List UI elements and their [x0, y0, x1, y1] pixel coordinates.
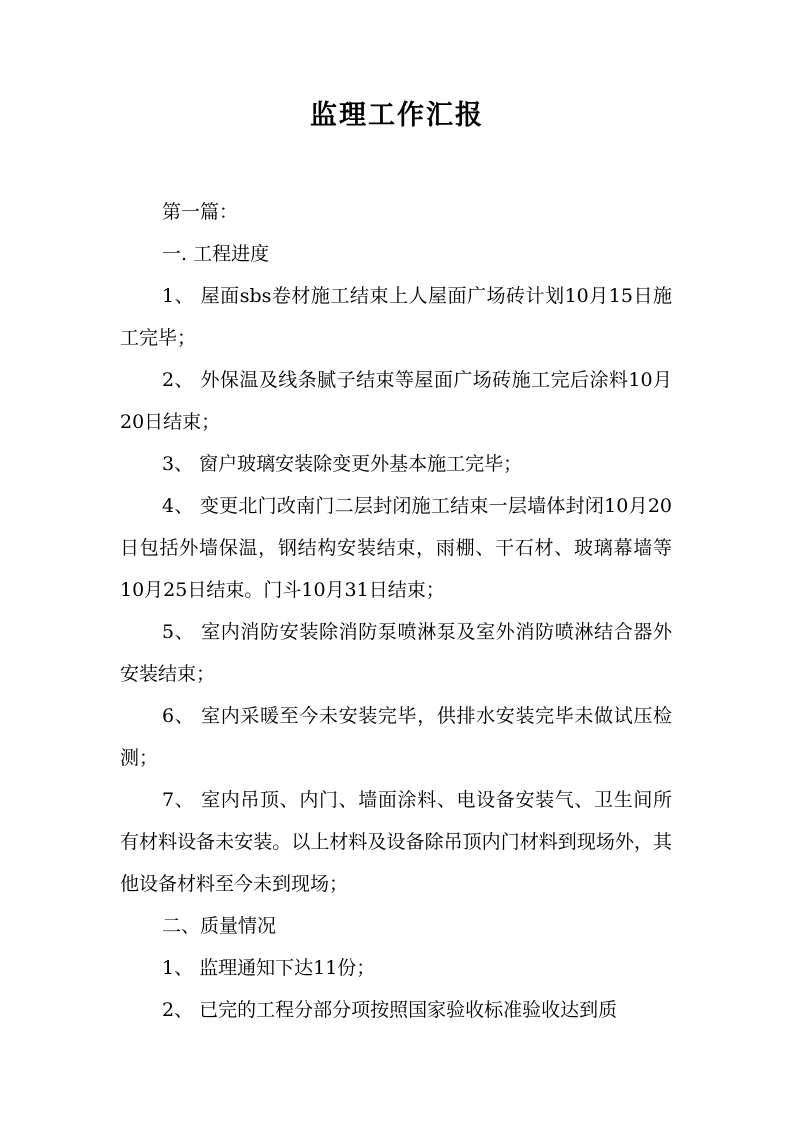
paragraph-progress-item-3: 3、 窗户玻璃安装除变更外基本施工完毕； [162, 453, 523, 475]
paragraph-quality-item-2: 2、 已完的工程分部分项按照国家验收标准验收达到质 [162, 999, 618, 1021]
paragraph-section-quality-heading: 二、质量情况 [162, 915, 277, 937]
paragraph-part-heading: 第一篇： [162, 201, 239, 223]
document-body [120, 191, 672, 1031]
paragraph-section-progress-heading: 一. 工程进度 [162, 243, 270, 265]
paragraph-progress-item-5: 5、 室内消防安装除消防泵喷淋泵及室外消防喷淋结合器外安装结束； [120, 621, 672, 685]
paragraph-progress-item-4: 4、 变更北门改南门二层封闭施工结束一层墙体封闭10月20日包括外墙保温，钢结构安装结束，雨棚、干石材、玻璃幕墙等10月25日结束。门斗10月31日结束； [120, 495, 672, 601]
paragraph-quality-item-1: 1、 监理通知下达11份； [162, 957, 376, 979]
document-title: 监理工作汇报 [310, 100, 484, 131]
paragraph-progress-item-2: 2、 外保温及线条腻子结束等屋面广场砖施工完后涂料10月20日结束； [120, 369, 672, 433]
paragraph-progress-item-7: 7、 室内吊顶、内门、墙面涂料、电设备安装气、卫生间所有材料设备未安装。以上材料及设备除吊顶内门材料到现场外，其他设备材料至今未到现场； [120, 789, 672, 895]
paragraph-progress-item-1: 1、 屋面sbs卷材施工结束上人屋面广场砖计划10月15日施工完毕； [120, 285, 672, 349]
paragraph-progress-item-6: 6、 室内采暖至今未安装完毕，供排水安装完毕未做试压检测； [120, 705, 672, 769]
